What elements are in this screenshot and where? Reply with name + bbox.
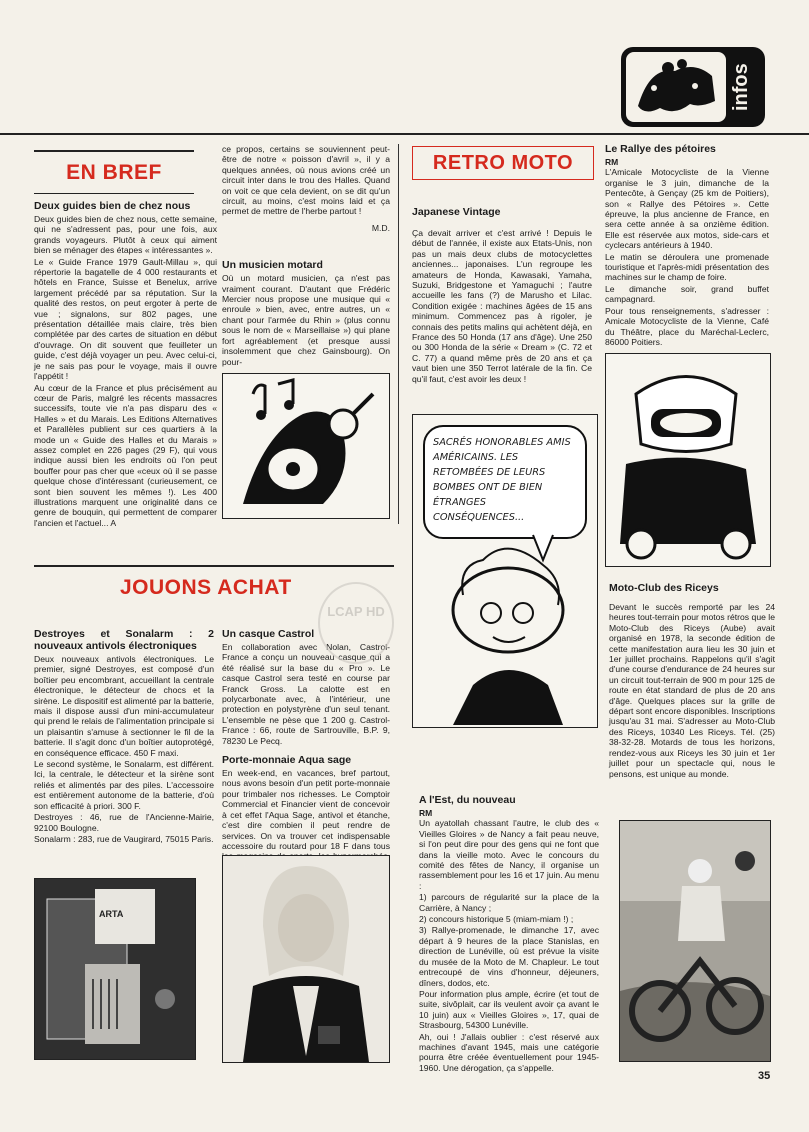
article-title: Deux guides bien de chez nous	[34, 200, 191, 212]
riceys-column	[609, 582, 775, 780]
watermark-text: LCAP HD	[327, 604, 385, 619]
paragraph: Le second système, le Sonalarm, est différent. Ici, la centrale, le détecteur et la sirène sont reliés et alimentés par des piles. L'accessoire est entièrement autonome de la batterie, d'où son efficacité à priori. 300 F.	[34, 759, 214, 811]
paragraph: 2) concours historique 5 (miam-miam !) ;	[419, 914, 574, 925]
aqua-sage-photo	[222, 855, 390, 1063]
paragraph: Destroyes : 46, rue de l'Ancienne-Mairie, 92100 Boulogne.	[34, 812, 214, 833]
en-bref-rule-bottom	[34, 193, 194, 194]
paragraph: Le matin se déroulera une promenade touristique et l'après-midi présentation des machines sur le champ de foire.	[605, 251, 769, 283]
article-title: Porte-monnaie Aqua sage	[222, 754, 352, 767]
article-title: Japanese Vintage	[412, 206, 501, 218]
paragraph: Ah, oui ! J'allais oublier : c'est réservé aux machines d'avant 1945, mais une catégorie pourra être créée éventuellement pour 1945-1960. Une dérogation, ça s'appelle.	[419, 1031, 599, 1073]
article-title: A l'Est, du nouveau	[419, 794, 516, 806]
retro-cartoon	[412, 414, 598, 728]
paragraph: Sonalarm : 283, rue de Vaugirard, 75015 Paris.	[34, 833, 214, 844]
paragraph: 3) Rallye-promenade, le dimanche 17, avec départ à 9 heures de la place Stanislas, en direction de Lunéville, où est prévue la visite du musée de la Moto de M. Chapleur. Le tout entrecoupé de vins d'honneur, déjeuners, dîners, dodos, etc.	[419, 925, 599, 988]
bubble-text: SACRÉS HONORABLES AMIS AMÉRICAINS. LES RETOMBÉES DE LEURS BOMBES ONT DE BIEN ÉTRANGES CONSÉQUENCES...	[433, 437, 571, 523]
paragraph: Au cœur de la France et plus précisément au cœur de Paris, malgré les récents massacres successifs, toute vie n'a pas disparu des « Halles » et du Marais. Les Editions Alternatives et Parallèles publient sur ces quartiers à la mode un « Guide des Halles et du Marais » assez complet en 226 pages (29 F), qui vous indique aussi bien les endroits où l'on peut bouffer pour pas cher que «ceux où il se passe quelque chose d'intéressant (curieusement, ce sont bien souvent les mêmes !). Les 400 illustrations marquent une originalité dans ce genre de bouquin, qui permettent de comparer l'ancien et l'actuel... A	[34, 382, 217, 528]
paragraph: En collaboration avec Nolan, Castrol-France a conçu un nouveau casque qui a été réalisé sur la base du « Pro ». Le casque Castrol sera testé en course par Franck Gross. La calotte est en polycarbonate avec, à l'intérieur, une protection en polystyrène d'un seul tenant. L'ensemble ne pèse que 1 200 g. Castrol-France : 66, route de Sartrouville, B.P. 9, 78230 Le Pecq.	[222, 642, 390, 746]
paragraph: Pour information plus ample, écrire (et tout de suite, sivôplait, car ils veulent avoir ça avant le 10 juin) aux « Vieilles Gloires », 17, quai de Strasbourg, 54300 Lunéville.	[419, 988, 599, 1031]
paragraph: Deux guides bien de chez nous, cette semaine, qui ne s'adressent pas, pour une fois, aux grands voyageurs. Plutôt à ceux qui aiment bien se ménager des étapes « intéressantes ».	[34, 214, 217, 256]
paragraph: Deux nouveaux antivols électroniques. Le premier, signé Destroyes, est composé d'un boîtier peu encombrant, accueillant la centrale électronique, le détecteur de chocs et la sirène. Le dispositif est alimenté par la batterie, mais il dispose aussi d'un mini-accumulateur qui prend le relais de l'alimentation principale si un plaisantin s'amuse à sectionner le fil de la batterie. Il s'agit donc d'un boîtier autoprotégé, en conséquence efficace. 450 F maxi.	[34, 654, 214, 758]
musician-cartoon	[222, 373, 390, 519]
est-column	[419, 794, 599, 1074]
article-title: Un casque Castrol	[222, 628, 315, 640]
paragraph: ce propos, certains se souviennent peut-être de notre « poisson d'avril », il y a quelques années, où nous avions créé un circuit inter dans le trou des Halles. Quand on voit ce que cela devient, on se dit qu'un circuit, au moins, c'est moins laid et ça permet de mettre de l'herbe partout !	[222, 144, 390, 217]
motorcycle-race-photo	[619, 820, 771, 1062]
paragraph: L'Amicale Motocycliste de la Vienne organise le 3 juin, dimanche de la Pentecôte, à Gençay (25 km de Poitiers), son « Rallye des Pétoires ». Cette épreuve, la plus ancienne de France, en sera cette année à sa onzième édition. Elle est réservée aux motos, side-cars et cyclecars antérieurs à 1940.	[605, 167, 769, 251]
en-bref-col2	[222, 144, 390, 368]
paragraph: Un ayatollah chassant l'autre, le club des « Vieilles Gloires » de Nancy a fait peau neuve, si l'on peut dire pour des gens qui ne font que dans la vieille moto. Avec le concours du comité des fêtes de Nancy, il organise un rassemblement pour les 16 et 17 juin. Au menu :	[419, 818, 599, 891]
retro-moto-column	[412, 206, 592, 385]
kicker: RM	[605, 157, 619, 167]
alarm-device-photo	[34, 878, 196, 1060]
top-rule	[0, 133, 809, 135]
en-bref-rule	[34, 150, 194, 152]
paragraph: Pour tous renseignements, s'adresser : Amicale Motocycliste de la Vienne, Café du Théâtre, place du Maréchal-Leclerc, 86000 Poitiers.	[605, 305, 769, 347]
paragraph: Le « Guide France 1979 Gault-Millau », qui répertorie la bagatelle de 4 000 restaurants et hôtels en France, Suisse et Benelux, arrive largement précédé par sa réputation. Sur la qualité des restos, on peut ergoter à perte de vue ; signalons, sur 802 pages, une présentation détaillée mais claire, très bien complétée par des cartes de situation en début d'ouvrage. On dit souvent que feuilleter un guide, c'est déjà voyager un peu. Avec celui-ci, je ne sais pas pour le voyage, mais il ouvre l'appétit !	[34, 256, 217, 382]
paragraph: 1) parcours de régularité sur la place de la Carrière, à Nancy ;	[419, 892, 599, 913]
device-label: ARTA	[99, 909, 124, 919]
article-title: Destroyes et Sonalarm : 2 nouveaux antivols électroniques	[34, 628, 214, 652]
page-number: 35	[758, 1070, 771, 1082]
article-title: Un musicien motard	[222, 259, 323, 272]
signature: M.D.	[371, 222, 390, 233]
jouons-col2	[222, 628, 390, 873]
rallye-column	[605, 143, 769, 348]
jouons-col1	[34, 628, 214, 845]
column-divider	[398, 144, 399, 524]
en-bref-title: EN BREF	[66, 161, 162, 184]
article-title: Moto-Club des Riceys	[609, 582, 719, 594]
infos-logo	[620, 46, 766, 128]
watermark	[318, 582, 394, 664]
jouons-achat-title: JOUONS ACHAT	[120, 576, 292, 599]
jouons-achat-rule	[34, 565, 394, 567]
paragraph: En week-end, en vacances, bref partout, nous avons besoin d'un petit porte-monnaie pour trimbaler nos richesses. Le Comptoir Commercial et Financier vient de concevoir à cet effet l'Aqua Sage, antivol et étanche, c'est dire combien il peut rendre de services. On va trouver cet indispensable accessoire du routard pour 18 F dans tous	[222, 768, 390, 851]
logo-text: infos	[730, 63, 752, 111]
article-title: Le Rallye des pétoires	[605, 143, 716, 155]
paragraph: Devant le succès remporté par les 24 heures tout-terrain pour motos rétros que le Moto-Club des Riceys (Aube) avait organisé en 1978, la seconde édition de cette manifestation aura lieu les 30 juin et 1er juillet prochains. Rappelons qu'il s'agit d'une course d'endurance de 24 heures sur un circuit tout-terrain de 900 m pour 125 de route en état standard de plus de 20 ans d'âge. Quelques places sur la grille de départ sont encore disponibles. Inscriptions jusqu'au 31 mai. S'adresser au Moto-Club des Riceys, 10340 Les Riceys. Tél. (25) 38-32-28. Motards de tous les horizons, rendez-vous aux Riceys les 30 juin et 1er juillet pour un spectacle qui, nous le pensons, est unique au monde.	[609, 602, 775, 779]
kicker: RM	[419, 808, 433, 818]
rider-cartoon	[605, 353, 771, 567]
paragraph: Le dimanche soir, grand buffet campagnard.	[605, 283, 769, 305]
en-bref-col1	[34, 200, 217, 529]
retro-moto-title: RETRO MOTO	[432, 152, 574, 174]
paragraph: Où un motard musicien, ça n'est pas vraiment courant. D'autant que Frédéric Mercier nous propose une musique qui « enroule » bien, avec, entre autres, un « chant pour l'armée du Rhin » (plus connu sous le nom de « Marseillaise ») qui plane fort agréablement (et presque aussi insolemment que chez Gainsbourg). On pour-	[222, 273, 390, 367]
paragraph: Ça devait arriver et c'est arrivé ! Depuis le début de l'année, il existe aux Etats-Unis, non pas un mais deux clubs de motocyclettes anciennes... japonaises. L'un regroupe les amateurs de Honda, Kawasaki, Yamaha, Suzuki, Bridgestone et Yamaguchi ; l'autre accueille les fans (?) de Marusho et Lilac. Condition exigée : machines âgées de 15 ans minimum. Commencez pas à rigoler, je connais des petits malins qui achètent déjà, en France des 50 Honda (17 ans d'âge). Une 250 ou 300 Honda de la série « Dream » (C. 72 et C. 77) a quand même près de 20 ans et ça vaut bien une 350 Terrot latérale de la fin. Ce qu'il faut, c'est avoir les deux !	[412, 228, 592, 384]
